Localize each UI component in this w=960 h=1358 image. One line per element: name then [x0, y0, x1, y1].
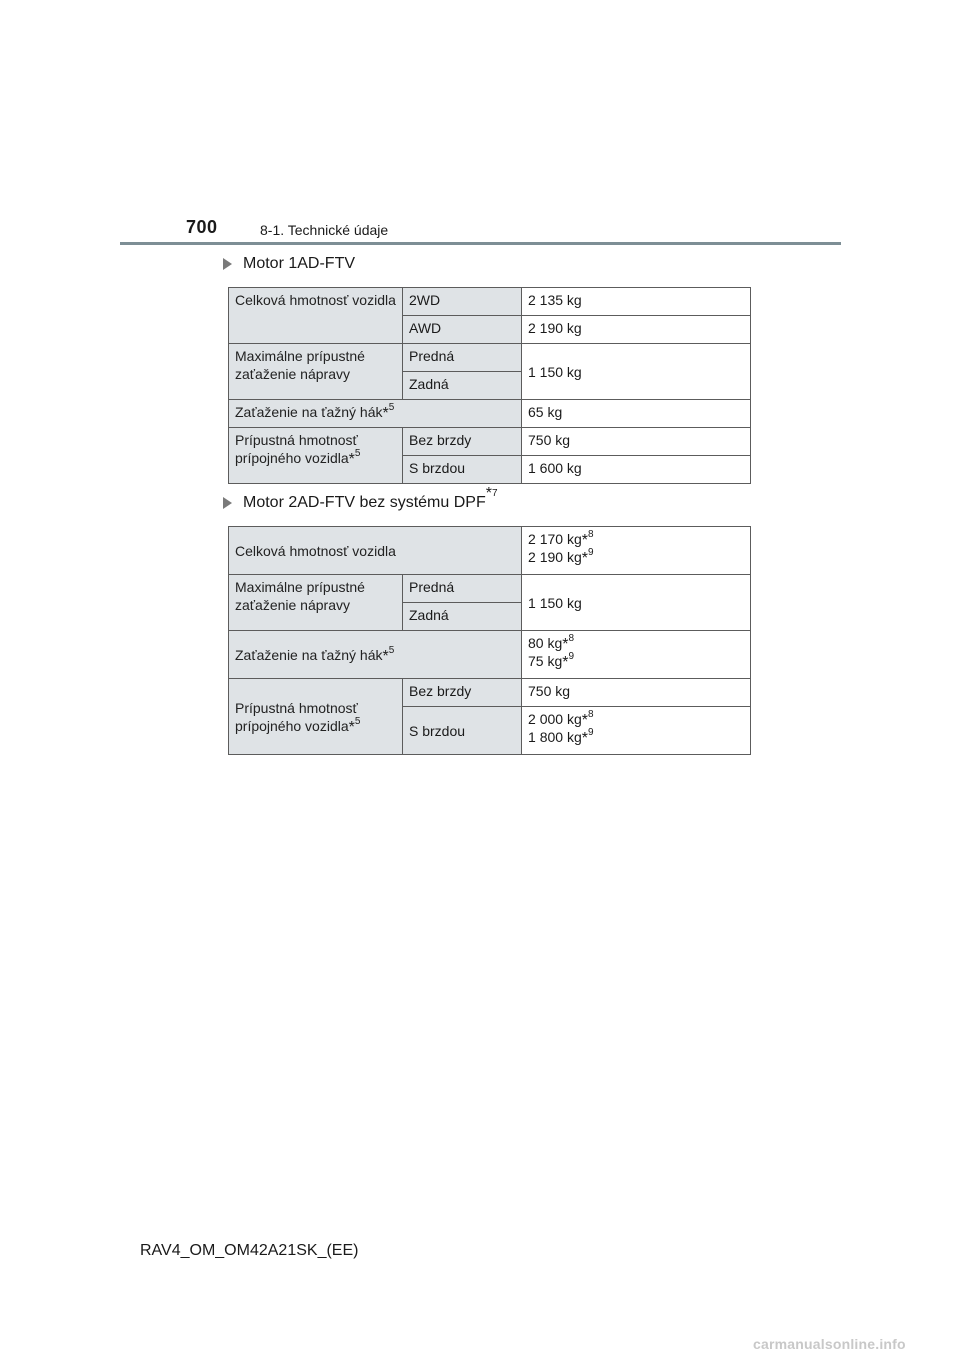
- trailer-label-text: Prípustná hmotnosť prípojného vozidla: [235, 699, 358, 734]
- value-vehicle-weight: [522, 527, 751, 575]
- value-tow-hitch: 65 kg: [522, 400, 751, 428]
- value-axle-load: 1 150 kg: [522, 344, 751, 400]
- value-text: 2 170 kg: [528, 531, 582, 547]
- row-label-tow-hitch: [229, 400, 522, 428]
- table-row: [229, 631, 751, 679]
- value-text: 2 190 kg: [528, 549, 582, 565]
- table-row: [229, 344, 751, 372]
- sub-label-rear: Zadná: [403, 372, 522, 400]
- section-heading-text: Motor 1AD-FTV: [243, 255, 356, 272]
- sub-label-braked: S brzdou: [403, 456, 522, 484]
- row-label-axle-load: Maximálne prípustné zaťaženie nápravy: [229, 575, 403, 631]
- row-label-axle-load: Maximálne prípustné zaťaženie nápravy: [229, 344, 403, 400]
- footnote-star: *: [581, 550, 588, 567]
- footnote-star: *: [348, 718, 355, 736]
- footnote-ref: 5: [354, 448, 361, 459]
- sub-label-rear: Zadná: [403, 603, 522, 631]
- value-awd: 2 190 kg: [522, 316, 751, 344]
- footnote-star: *: [382, 647, 389, 665]
- sub-label-awd: AWD: [403, 316, 522, 344]
- footnote-ref: 9: [587, 547, 594, 558]
- section-heading-text: Motor 2AD-FTV bez systému DPF: [243, 494, 486, 511]
- value-line: [528, 634, 744, 652]
- value-line: [528, 710, 744, 728]
- footnote-star: *: [562, 636, 569, 653]
- row-label-vehicle-weight: Celková hmotnosť vozidla: [229, 527, 522, 575]
- table-row: [229, 679, 751, 707]
- sub-label-front: Predná: [403, 344, 522, 372]
- value-text: 1 800 kg: [528, 729, 582, 745]
- row-label-tow-hitch: [229, 631, 522, 679]
- value-axle-load: 1 150 kg: [522, 575, 751, 631]
- header-divider: [120, 242, 841, 245]
- footnote-star: *: [581, 532, 588, 549]
- triangle-bullet-icon: [223, 258, 232, 270]
- footnote-ref: 8: [568, 633, 575, 644]
- footnote-ref: 9: [568, 651, 575, 662]
- trailer-label-text: Prípustná hmotnosť prípojného vozidla: [235, 432, 358, 466]
- spec-table-2ad-ftv: [228, 526, 751, 755]
- section-heading-2ad-ftv: Motor 2AD-FTV bez systému DPF * 7: [220, 494, 498, 512]
- sub-label-unbraked: Bez brzdy: [403, 679, 522, 707]
- page-number: 700: [186, 217, 218, 237]
- value-text: 80 kg: [528, 635, 563, 651]
- footnote-star: *: [581, 730, 588, 747]
- table-row: [229, 428, 751, 456]
- footnote-ref: 8: [587, 709, 594, 720]
- value-braked: 1 600 kg: [522, 456, 751, 484]
- row-label-trailer: [229, 428, 403, 484]
- tow-hitch-label-text: Zaťaženie na ťažný hák: [235, 404, 383, 420]
- value-text: 75 kg: [528, 653, 563, 669]
- spec-table-1ad-ftv: [228, 287, 751, 484]
- footnote-star: *: [382, 405, 389, 422]
- row-label-vehicle-weight: Celková hmotnosť vozidla: [229, 288, 403, 344]
- value-line: [528, 530, 744, 548]
- table-row: [229, 527, 751, 575]
- value-tow-hitch: [522, 631, 751, 679]
- row-label-trailer: [229, 679, 403, 755]
- sub-label-unbraked: Bez brzdy: [403, 428, 522, 456]
- watermark: carmanualsonline.info: [753, 1336, 906, 1352]
- triangle-bullet-icon: [223, 497, 232, 509]
- footnote-star: *: [581, 712, 588, 729]
- sub-label-braked: S brzdou: [403, 707, 522, 755]
- footnote-ref: 5: [388, 644, 395, 656]
- value-line: [528, 652, 744, 670]
- section-heading-1ad-ftv: [220, 255, 355, 273]
- footnote-ref: 8: [587, 529, 594, 540]
- table-row: [229, 575, 751, 603]
- footnote-ref: 5: [388, 402, 395, 413]
- value-text: 2 000 kg: [528, 711, 582, 727]
- tow-hitch-label-text: Zaťaženie na ťažný hák: [235, 646, 383, 663]
- section-title: 8-1. Technické údaje: [260, 222, 389, 238]
- value-unbraked: 750 kg: [522, 428, 751, 456]
- sub-label-front: Predná: [403, 575, 522, 603]
- document-code: RAV4_OM_OM42A21SK_(EE): [140, 1242, 359, 1259]
- value-unbraked: 750 kg: [522, 679, 751, 707]
- footnote-ref: 5: [354, 715, 361, 727]
- sub-label-2wd: 2WD: [403, 288, 522, 316]
- value-line: [528, 728, 744, 746]
- value-braked: [522, 707, 751, 755]
- footnote-star: *: [348, 451, 355, 468]
- table-row: [229, 400, 751, 428]
- value-line: [528, 548, 744, 566]
- table-row: [229, 288, 751, 316]
- footnote-ref: 9: [587, 727, 594, 738]
- footnote-star: *: [562, 654, 569, 671]
- value-2wd: 2 135 kg: [522, 288, 751, 316]
